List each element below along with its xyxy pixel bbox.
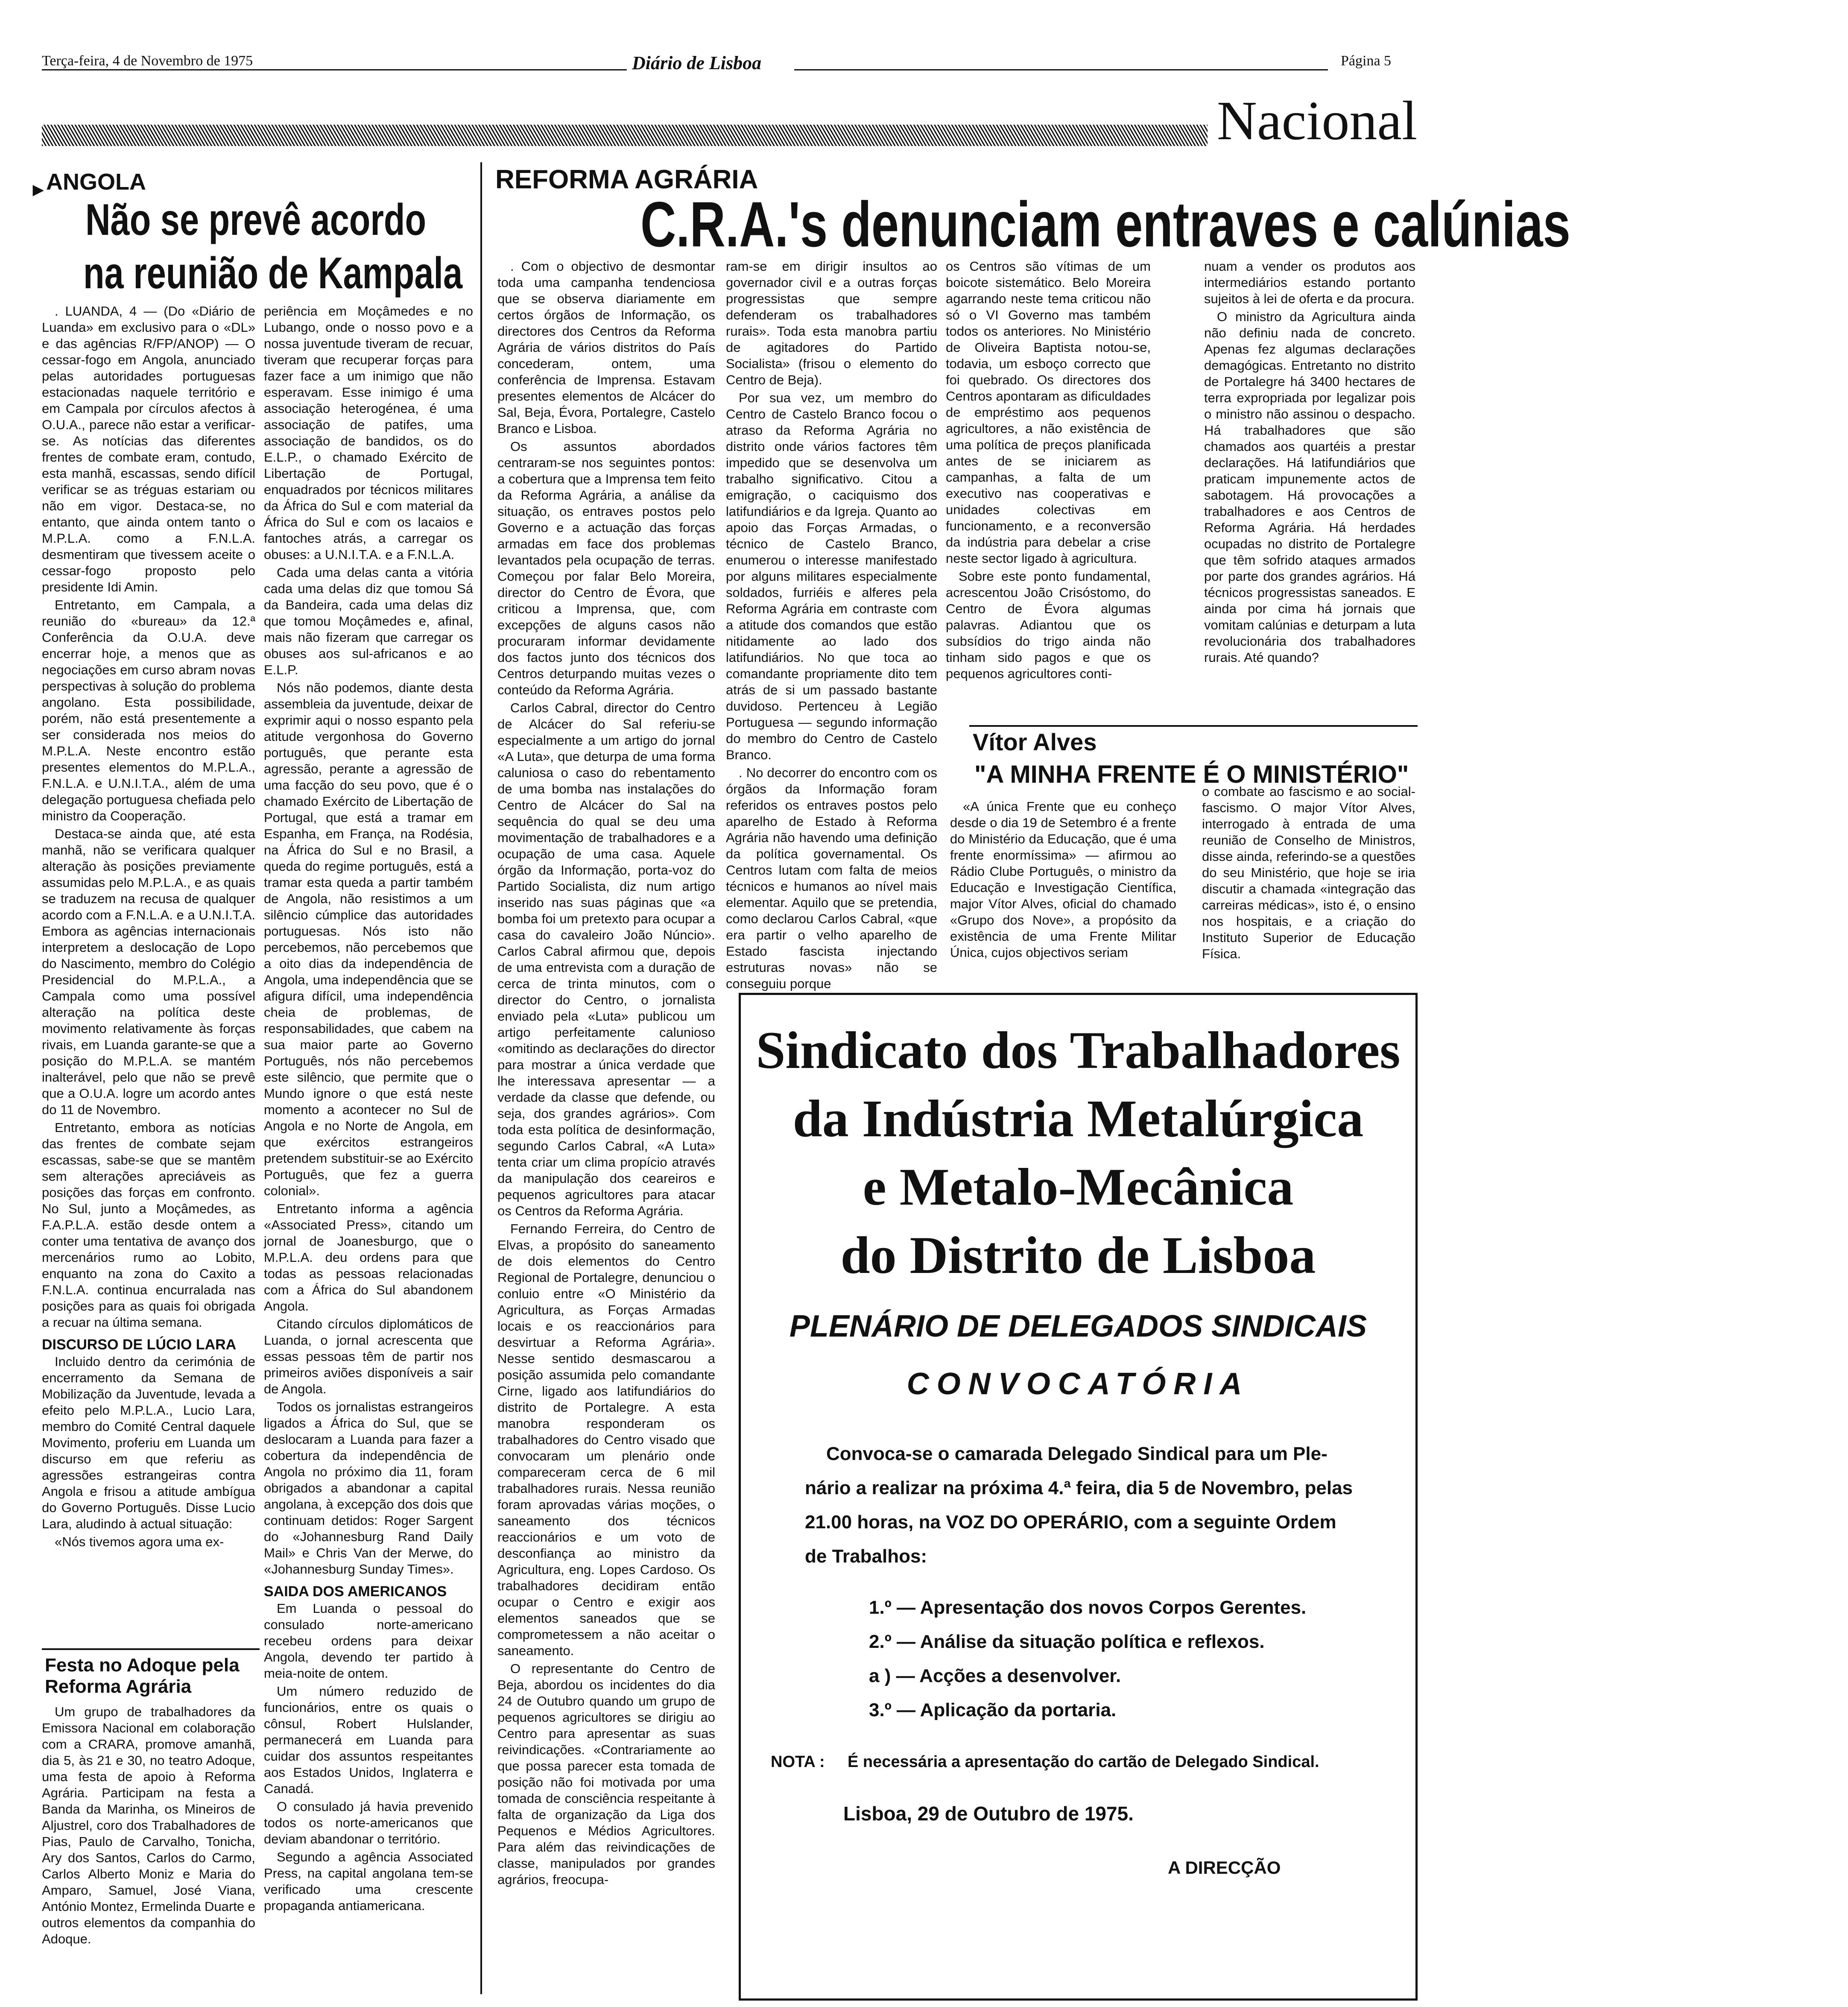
masthead-underline [794,69,1328,70]
vitor-headline: "A MINHA FRENTE É O MINISTÉRIO" [974,761,1409,788]
ad-intro-4: de Trabalhos: [805,1546,927,1567]
reforma-col-2 [726,258,937,991]
reforma-col-1 [497,258,715,1996]
ad-title-3: e Metalo-Mecânica [863,1158,1294,1216]
reforma-kicker: REFORMA AGRÁRIA [495,165,758,194]
ad-item-1: 1.º — Apresentação dos novos Corpos Gerentes. [869,1597,1307,1618]
reforma-c3-p2: Sobre este ponto fundamental, acrescentou João Crisóstomo, do Centro de Évora algumas palavras. Adiantou que os subsídios do trigo ainda não tinham sido pagos e que os pequenos agricultores conti- [946,569,1151,681]
ad-item-4: 3.º — Aplicação da portaria. [869,1700,1117,1720]
festa-headline: Festa no Adoque pela Reforma Agrária [45,1655,240,1697]
angola-c2-p9: O consulado já havia prevenido todos os norte-americanos que deviam abandonar o território. [264,1799,473,1846]
reforma-col-3 [946,258,1151,724]
angola-c2-p5: Citando círculos diplomáticos de Luanda, o jornal acrescenta que essas pessoas têm de partir nos primeiros aviões disponíveis a sair de Angola. [264,1317,473,1396]
angola-headline-text-2: na reunião de Kampala [83,249,463,298]
angola-col-1 [42,303,255,1648]
angola-headline-text-1: Não se prevê acordo [85,195,427,245]
angola-subhead-americanos: SAIDA DOS AMERICANOS [264,1583,447,1600]
ad-item-2: 2.º — Análise da situação política e reflexos. [869,1631,1265,1652]
angola-c2-p4: Entretanto informa a agência «Associated Press», citando um jornal de Joanesburgo, que o M.P.L.A. deu ordens para que todas as pessoas relacionadas com a África do Sul abandonem Angola. [264,1201,473,1314]
angola-c2-p1: periência em Moçâmedes e no Lubango, onde o nosso povo e a nossa juventude tiveram de recuar, tiveram que recuperar forças para fazer face a um inimigo que não esperavam. Esse inimigo é uma associação heterogénea, é uma associação de patifes, uma associação de bandidos, os do E.L.P., o chamado Exército de Libertação de Portugal, enquadrados por técnicos militares da África do Sul e com material da África do Sul e com os lacaios e fantoches atrás, a carregar os obuses: a U.N.I.T.A. e a F.N.L.A. [264,304,473,562]
angola-kicker: ANGOLA [46,169,146,195]
angola-p3: Destaca-se ainda que, até esta manhã, não se verificara qualquer alteração às posições previamente assumidas pelo M.P.L.A., e as quais se traduzem na recusa de qualquer acordo com a F.N.L.A. e a U.N.I.T.A. Embora as agências internacionais interpretem a deslocação de Lopo do Nascimento, membro do Colégio Presidencial do M.P.L.A., a Campala como uma possível alteração na política deste movimento relativamente às forças rivais, em Luanda garante-se que a posição do M.P.L.A. se mantém inalterável, pelo que não se prevê que a O.U.A. logre um acordo antes do 11 de Novembro. [42,826,255,1117]
ad-intro-2: nário a realizar na próxima 4.ª feira, dia 5 de Novembro, pelas [805,1477,1353,1498]
angola-col-2 [264,303,473,1994]
reforma-c2-p3: . No decorrer do encontro com os órgãos da Informação foram referidos os entraves postos pelo aparelho de Estado à Reforma Agrária não havendo uma definição da política governamental. Os Centros lutam com falta de meios técnicos e humanos ao nível mais elementar. Aquilo que se pretendia, como declarou Carlos Cabral, «que era partir o velho aparelho de Estado fascista injectando estruturas novas» não se conseguiu porque [726,765,937,991]
vitor-top-rule [969,725,1418,727]
vitor-col-1 [950,799,1176,986]
festa-rule [42,1648,260,1650]
angola-p5: Incluido dentro da cerimónia de encerramento da Semana de Mobilização da Juventude, levada a efeito pelo M.P.L.A., Lucio Lara, membro do Comité Central daquele Movimento, proferiu em Luanda um discurso em que referiu as agressões estrangeiras contra Angola e frisou a atitude ambígua do Governo Português. Disse Lucio Lara, aludindo à actual situação: [42,1354,255,1531]
angola-p4: Entretanto, embora as notícias das frentes de combate sejam escassas, sabe-se que se mantêm sem alterações apreciáveis as posições das forças em confronto. No Sul, junto a Moçâmedes, as F.A.P.L.A. estão desde ontem a conter uma tentativa de avanço dos mercenários rumo ao Lobito, enquanto na zona do Caxito a F.N.L.A. continua encurralada nas posições para as quais foi obrigada a recuar na última semana. [42,1120,255,1330]
festa-col [42,1704,255,1994]
angola-p1: . LUANDA, 4 — (Do «Diário de Luanda» em exclusivo para o «DL» e das agências R/FP/ANOP) — O cessar-fogo em Angola, anunciado pelas autoridades portuguesas estacionadas naquele território e em Campala por círculos afectos à O.U.A., parece não estar a verificar-se. As notícias das diferentes frentes de combate eram, contudo, esta manhã, escassas, sendo difícil verificar se as tréguas estariam ou não em vigor. Destaca-se, no entanto, que ainda ontem tanto o M.P.L.A. como a F.N.L.A. desmentiram que tivessem aceite o cessar-fogo proposto pelo presidente Idi Amin. [42,304,255,594]
header-date: Terça-feira, 4 de Novembro de 1975 [42,53,253,69]
reforma-headline-text: C.R.A.'s denunciam entraves e calúnias [640,188,1570,260]
angola-subhead-lara: DISCURSO DE LÚCIO LARA [42,1337,237,1353]
angola-c2-p3: Nós não podemos, diante desta assembleia da juventude, deixar de exprimir aqui o nosso espanto pela atitude vergonhosa do Governo português, que perante esta agressão, perante a agressão de uma facção do seu povo, que é o chamado Exército de Libertação de Portugal, que está a tramar em Espanha, em França, na Rodésia, na África do Sul e no Brasil, a queda do regime português, está a tramar esta queda a partir também de Angola, não resistimos a um silêncio cúmplice das autoridades portuguesas. Nós isto não percebemos, não percebemos que a oito dias da independência de Angola, uma independência que se afigura difícil, uma independência cheia de problemas, de responsabilidades, que cabem na sua maior parte ao Governo Português, nós não percebemos este silêncio, que permite que o Mundo ignore o que está neste momento a acontecer no Sul de Angola e no Norte de Angola, em que exércitos estrangeiros pretendem substituir-se ao Exército Português, que fez a guerra colonial». [264,680,473,1198]
reforma-c4-p2: O ministro da Agricultura ainda não definiu nada de concreto. Apenas fez algumas declarações demagógicas. Entretanto no distrito de Portalegre há 3400 hectares de terra expropriada por legalizar pois o ministro não assinou o despacho. Há trabalhadores que são chamados aos quartéis a prestar declarações. Há latifundiários que praticam impunemente actos de sabotagem. Há provocações a trabalhadores e aos Centros de Reforma Agrária. Há herdades ocupadas no distrito de Portalegre que têm sofrido ataques armados por parte dos grandes agrários. Há técnicos progressistas saneados. E ainda por cima há jornais que vomitam calúnias e deturpam a luta revolucionária dos trabalhadores rurais. Até quando? [1204,309,1415,665]
angola-c2-p6: Todos os jornalistas estrangeiros ligados a África do Sul, que se deslocaram a Luanda para fazer a cobertura da independência de Angola no próximo dia 11, foram obrigados a abandonar a capital angolana, à excepção dos dois que continuam detidos: Roger Sargent do «Johannesburg Rand Daily Mail» e Chris Van der Merwe, do «Johannesburg Sunday Times». [264,1399,473,1577]
festa-body: Um grupo de trabalhadores da Emissora Nacional em colaboração com a CRARA, promove amanhã, dia 5, às 21 e 30, no teatro Adoque, uma festa de apoio à Reforma Agrária. Participam na festa a Banda da Marinha, os Mineiros de Aljustrel, coro dos Trabalhadores de Pias, Paulo de Carvalho, Tonicha, Ary dos Santos, Carlos do Carmo, Carlos Alberto Moniz e Maria do Amparo, Samuel, José Viana, António Montez, Ermelinda Duarte e outros elementos da companhia do Adoque. [42,1704,255,1946]
reforma-c2-p2: Por sua vez, um membro do Centro de Castelo Branco focou o atraso da Reforma Agrária no distrito onde vários factores têm impedido que se desenvolva um trabalho significativo. Citou a emigração, o caciquismo dos latifundiários e da Igreja. Quanto ao apoio das Forças Armadas, o técnico de Castelo Branco, enumerou o interesse manifestado por alguns militares especialmente soldados, furriéis e alferes pela Reforma Agrária em contraste com a atitude dos comandos que estão nitidamente ao lado dos latifundiários. No que toca ao comandante propriamente dito tem atrás de si um passado bastante duvidoso. Pertenceu à Legião Portuguesa — segundo informação do membro do Centro de Castelo Branco. [726,390,937,762]
angola-c2-p8: Um número reduzido de funcionários, entre os quais o cônsul, Robert Hulslander, permanecerá em Luanda para cuidar dos assuntos respeitantes aos Estados Unidos, Inglaterra e Canadá. [264,1684,473,1796]
date-underline [42,69,627,70]
section-title: Nacional [1217,90,1418,152]
angola-p2: Entretanto, em Campala, a reunião do «bureau» da 12.ª Conferência da O.U.A. deve encerrar hoje, a menos que as negociações em curso abram novas perspectivas à solução do problema angolano. Esta possibilidade, porém, não está presentemente a ser considerada nos meios do M.P.L.A. Neste encontro estão presentes elementos do M.P.L.A., F.N.L.A. e U.N.I.T.A., além de uma delegação portuguesa chefiada pelo ministro da Cooperação. [42,597,255,823]
reforma-c1-p5: O representante do Centro de Beja, abordou os incidentes do dia 24 de Outubro quando um grupo de pequenos agricultores se dirigiu ao Centro para apresentar as suas reivindicações. «Contrariamente ao que possa parecer esta tomada de posição não foi motivada por uma tomada de consciência respeitante à falta de organização da Liga dos Pequenos e Médios Agricultores. Para além das reivindicações de classe, manipulados por grandes agrários, freocupa- [497,1661,715,1887]
masthead: Diário de Lisboa [632,53,762,73]
reforma-c1-p2: Os assuntos abordados centraram-se nos seguintes pontos: a cobertura que a Imprensa tem feito da Reforma Agrária, a análise da situação, os entraves postos pelo Governo e a actuação das forças armadas em face dos problemas levantados pela ocupação de terras. Começou por falar Belo Moreira, director do Centro de Évora, que criticou a Imprensa, que, com excepções de alguns casos não procuraram informar devidamente dos factos junto dos técnicos dos Centros deturpando muitas vezes o conteúdo da Reforma Agrária. [497,439,715,697]
ad-nota: É necessária a apresentação do cartão de Delegado Sindical. [848,1753,1319,1771]
ad-nota-label: NOTA : [771,1753,825,1771]
ad-convocatoria: CONVOCATÓRIA [906,1367,1250,1401]
angola-c2-p2: Cada uma delas canta a vitória cada uma delas diz que tomou Sá da Bandeira, cada uma delas diz que tomou Moçâmedes e, afinal, mais não fizeram que carregar os obuses aos sul-africanos e ao E.L.P. [264,565,473,677]
vitor-p1: «A única Frente que eu conheço desde o dia 19 de Setembro é a frente do Ministério da Educação, que é uma frente enormíssima» — afirmou ao Rádio Clube Português, o ministro da Educação e Investigação Científica, major Vítor Alves, oficial do chamado «Grupo dos Nove», a propósito da existência de uma Frente Militar Única, cujos objectivos seriam [950,799,1176,960]
reforma-c1-p1: . Com o objectivo de desmontar toda uma campanha tendenciosa que se observa diariamente em certos órgãos de Informação, os directores dos Centros da Reforma Agrária de vários distritos do País concederam, ontem, uma conferência de Imprensa. Estavam presentes elementos de Alcácer do Sal, Beja, Évora, Portalegre, Castelo Branco e Lisboa. [497,259,715,436]
ad-date: Lisboa, 29 de Outubro de 1975. [843,1802,1134,1825]
ad-signature: A DIRECÇÃO [1168,1858,1281,1878]
angola-arrow-icon: ► [29,179,48,200]
section-hatch-bar [42,125,1208,146]
vitor-col-2 [1202,784,1415,986]
reforma-c1-p4: Fernando Ferreira, do Centro de Elvas, a propósito do saneamento de dois elementos do Centro Regional de Portalegre, denunciou o conluio entre «O Ministério da Agricultura, as Forças Armadas locais e os reaccionários para desvirtuar a Reforma Agrária». Nesse sentido desmascarou a posição assumida pelo comandante Cirne, ligado aos latifundiários do distrito de Portalegre. A esta manobra responderam os trabalhadores do Centro visado que convocaram um plenário onde compareceram cerca de 6 mil trabalhadores rurais. Nessa reunião foram aprovadas várias moções, o saneamento dos técnicos reaccionários e um voto de desconfiança ao ministro da Agricultura, eng. Lopes Cardoso. Os trabalhadores decidiram então ocupar o Centro e exigir aos elementos saneados que se comprometessem a não aceitar o saneamento. [497,1221,715,1658]
vitor-p2: o combate ao fascismo e ao social-fascismo. O major Vítor Alves, interrogado à entrada de uma reunião de Conselho de Ministros, disse ainda, referindo-se a questões do seu Ministério, que hoje se iria discutir a chamada «integração das carreiras médicas», isto é, o ensino nos hospitais, e a criação do Instituto Superior de Educação Física. [1202,784,1415,961]
page-number: Página 5 [1341,53,1392,69]
angola-p6: «Nós tivemos agora uma ex- [55,1534,224,1549]
angola-headline-1 [85,194,470,246]
vitor-kicker: Vítor Alves [973,728,1097,755]
reforma-headline [640,188,1570,260]
ad-title-2: da Indústria Metalúrgica [792,1089,1364,1148]
ad-subtitle: PLENÁRIO DE DELEGADOS SINDICAIS [789,1309,1367,1343]
ad-item-3: a ) — Acções a desenvolver. [869,1665,1121,1686]
union-ad-box [739,993,1418,2001]
ad-intro-3: 21.00 horas, na VOZ DO OPERÁRIO, com a seguinte Ordem [805,1512,1336,1533]
angola-headline-2 [83,248,468,299]
ad-intro-1: Convoca-se o camarada Delegado Sindical para um Ple- [826,1443,1328,1464]
angola-c2-p7: Em Luanda o pessoal do consulado norte-americano recebeu ordens para deixar Angola, devendo ter partido à meia-noite de ontem. [264,1601,473,1681]
reforma-c2-p1: ram-se em dirigir insultos ao governador civil e a outras forças progressistas que sempre defenderam os trabalhadores rurais». Toda esta manobra partiu de agitadores do Partido Socialista» (frisou o elemento do Centro de Beja). [726,259,937,387]
ad-title-4: do Distrito de Lisboa [840,1226,1316,1284]
reforma-c3-p1: os Centros são vítimas de um boicote sistemático. Belo Moreira agarrando neste tema criticou não só o VI Governo mas também todos os anteriores. No Ministério de Oliveira Baptista notou-se, todavia, um esboço correcto que foi quebrado. Os directores dos Centros apontaram as dificuldades de empréstimo aos pequenos agricultores, a não existência de uma política de preços planificada antes de se iniciarem as campanhas, a falta de um executivo nas cooperativas e unidades colectivas em funcionamento, e a reconversão da indústria para debelar a crise neste sector ligado à agricultura. [946,259,1151,566]
reforma-c1-p3: Carlos Cabral, director do Centro de Alcácer do Sal referiu-se especialmente a um artigo do jornal «A Luta», que deturpa de uma forma caluniosa o caso do rebentamento de uma bomba nas instalações do Centro de Alcácer do Sal na sequência do qual se deu uma movimentação de trabalhadores e a ocupação de uma casa. Aquele órgão da Informação, porta-voz do Partido Socialista, diz num artigo inserido nas suas páginas que «a bomba foi um pretexto para ocupar a casa do cavaleiro João Núncio». Carlos Cabral afirmou que, depois de uma entrevista com a duração de cerca de trinta minutos, com o director do Centro, o jornalista enviado pela «Luta» publicou um artigo perfeitamente calunioso «omitindo as declarações do director para mostrar a única verdade que lhe interessava apresentar — a verdade da classe que defende, ou seja, dos grandes agrários». Com toda esta política de desinformação, segundo Carlos Cabral, «A Luta» tenta criar um clima propício através da manipulação dos ceareiros e pequenos agricultores para atacar os Centros da Reforma Agrária. [497,700,715,1218]
angola-c2-p10: Segundo a agência Associated Press, na capital angolana tem-se verificado uma crescente propaganda antiamericana. [264,1849,473,1913]
reforma-col-4 [1204,258,1415,724]
column-divider [480,162,482,1994]
ad-title-1: Sindicato dos Trabalhadores [756,1021,1401,1080]
reforma-c4-p1: nuam a vender os produtos aos intermediários estando portanto sujeitos à lei de oferta e da procura. [1204,259,1415,306]
